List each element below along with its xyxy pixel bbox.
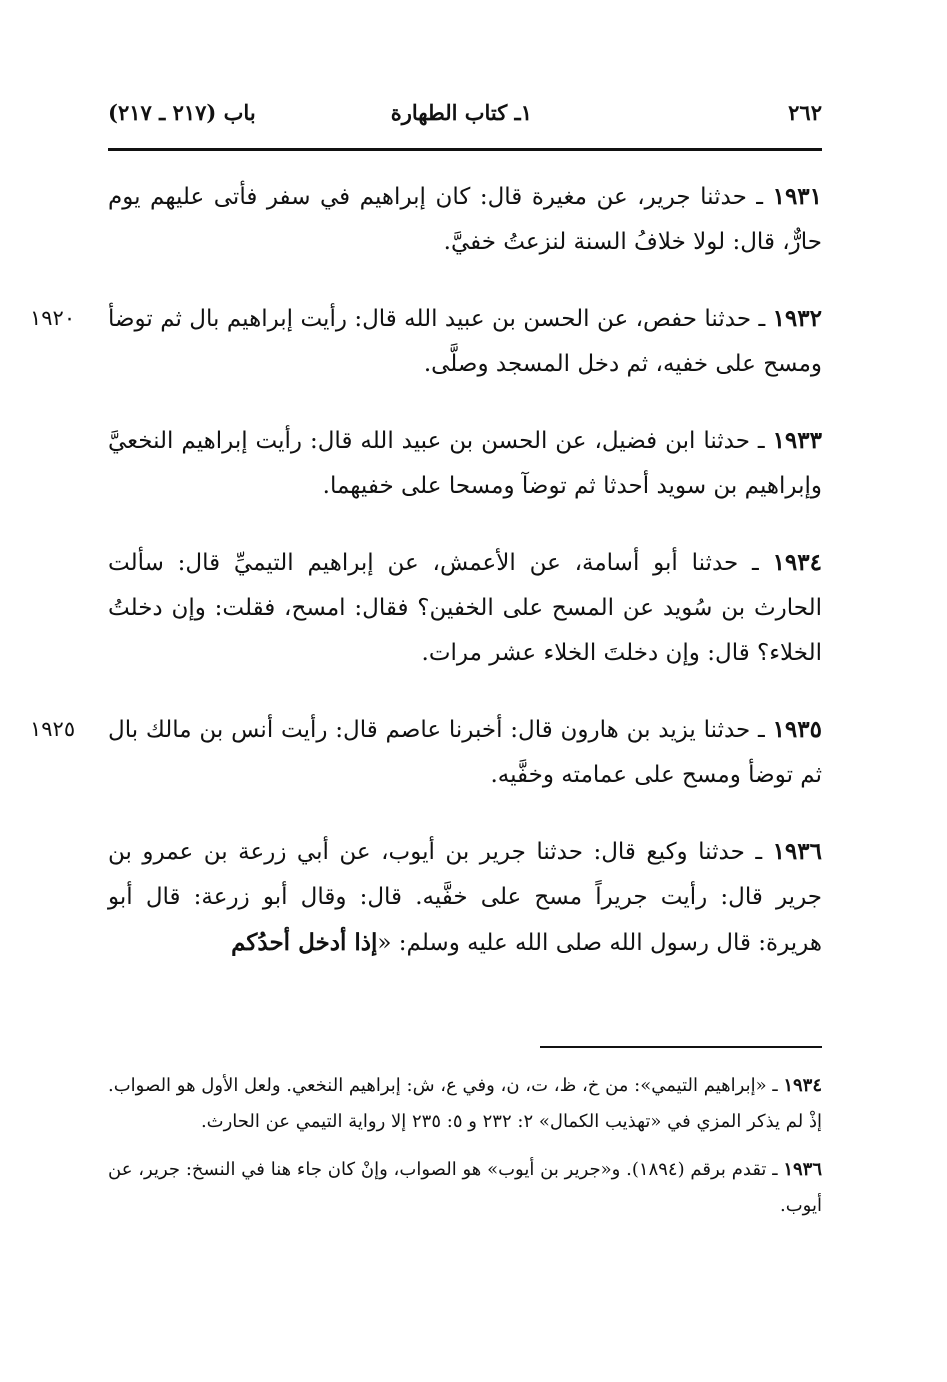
- footnote-text: ـ تقدم برقم (١٨٩٤). و«جرير بن أيوب» هو الصواب، وإنْ كان جاء هنا في النسخ: جرير، عن أيوب.: [108, 1159, 822, 1216]
- hadith-text: ـ حدثنا يزيد بن هارون قال: أخبرنا عاصم قال: رأيت أنس بن مالك بال ثم توضأ ومسح على عمامته وخفَّيه.: [108, 717, 822, 788]
- footnote-text: ـ «إبراهيم التيمي»: من خ، ظ، ت، ن، وفي ع، ش: إبراهيم النخعي. ولعل الأول هو الصواب. إذْ لم يذكر المزي في «تهذيب الكمال» ٢: ٢٣٢ و ٥: ٢٣٥ إلا رواية التيمي عن الحارث.: [108, 1075, 822, 1132]
- hadith-paragraph: [108, 829, 822, 966]
- margin-reference-number: ١٩٢٥: [30, 717, 76, 741]
- hadith-paragraph: [108, 418, 822, 509]
- hadith-paragraph: [108, 540, 822, 676]
- hadith-emphasis: إذا أدخل أحدُكم: [231, 929, 378, 956]
- footnotes: [108, 1068, 822, 1236]
- footnote-number: ١٩٣٤: [783, 1075, 822, 1096]
- hadith-number: ١٩٣٦: [772, 838, 822, 865]
- hadith-number: ١٩٣٤: [772, 549, 822, 576]
- hadith-paragraph: [30, 296, 822, 387]
- chapter-title: باب (٢١٧ ـ ٢١٧): [108, 100, 256, 125]
- footnote: [108, 1152, 822, 1224]
- hadith-text: ـ حدثنا أبو أسامة، عن الأعمش، عن إبراهيم التيميِّ قال: سألت الحارث بن سُويد عن المسح على الخفين؟ فقال: امسح، فقلت: وإن دخلتُ الخلاء؟ قال: وإن دخلتَ الخلاء عشر مرات.: [108, 550, 822, 666]
- header-divider: [108, 148, 822, 151]
- hadith-number: ١٩٣١: [772, 183, 823, 210]
- margin-reference-number: ١٩٢٠: [30, 306, 76, 330]
- hadith-text: ـ حدثنا جرير، عن مغيرة قال: كان إبراهيم في سفر فأتى عليهم يوم حارٌّ، قال: لولا خلافُ السنة لنزعتُ خفيَّ.: [108, 184, 822, 255]
- hadith-number: ١٩٣٣: [772, 427, 822, 454]
- footnote-number: ١٩٣٦: [783, 1159, 822, 1180]
- footnote: [108, 1068, 822, 1140]
- main-text: [30, 174, 823, 997]
- page-number: ٢٦٢: [788, 100, 822, 125]
- hadith-text: ـ حدثنا ابن فضيل، عن الحسن بن عبيد الله قال: رأيت إبراهيم النخعيَّ وإبراهيم بن سويد أحدثا ثم توضآ ومسحا على خفيهما.: [108, 428, 822, 499]
- hadith-text: ـ حدثنا وكيع قال: حدثنا جرير بن أيوب، عن أبي زرعة بن عمرو بن جرير قال: رأيت جريراً مسح على خفَّيه. قال: وقال أبو زرعة: قال أبو هريرة: قال رسول الله صلى الله عليه وسلم: «: [108, 839, 822, 956]
- hadith-paragraph: [108, 174, 822, 265]
- book-title: ١ـ كتاب الطهارة: [390, 100, 532, 125]
- hadith-paragraph: [30, 707, 822, 798]
- hadith-text: ـ حدثنا حفص، عن الحسن بن عبيد الله قال: رأيت إبراهيم بال ثم توضأ ومسح على خفيه، ثم دخل المسجد وصلَّى.: [108, 306, 822, 377]
- hadith-number: ١٩٣٥: [772, 716, 822, 743]
- hadith-number: ١٩٣٢: [772, 305, 822, 332]
- footnote-divider: [540, 1046, 822, 1048]
- running-header: [108, 96, 822, 140]
